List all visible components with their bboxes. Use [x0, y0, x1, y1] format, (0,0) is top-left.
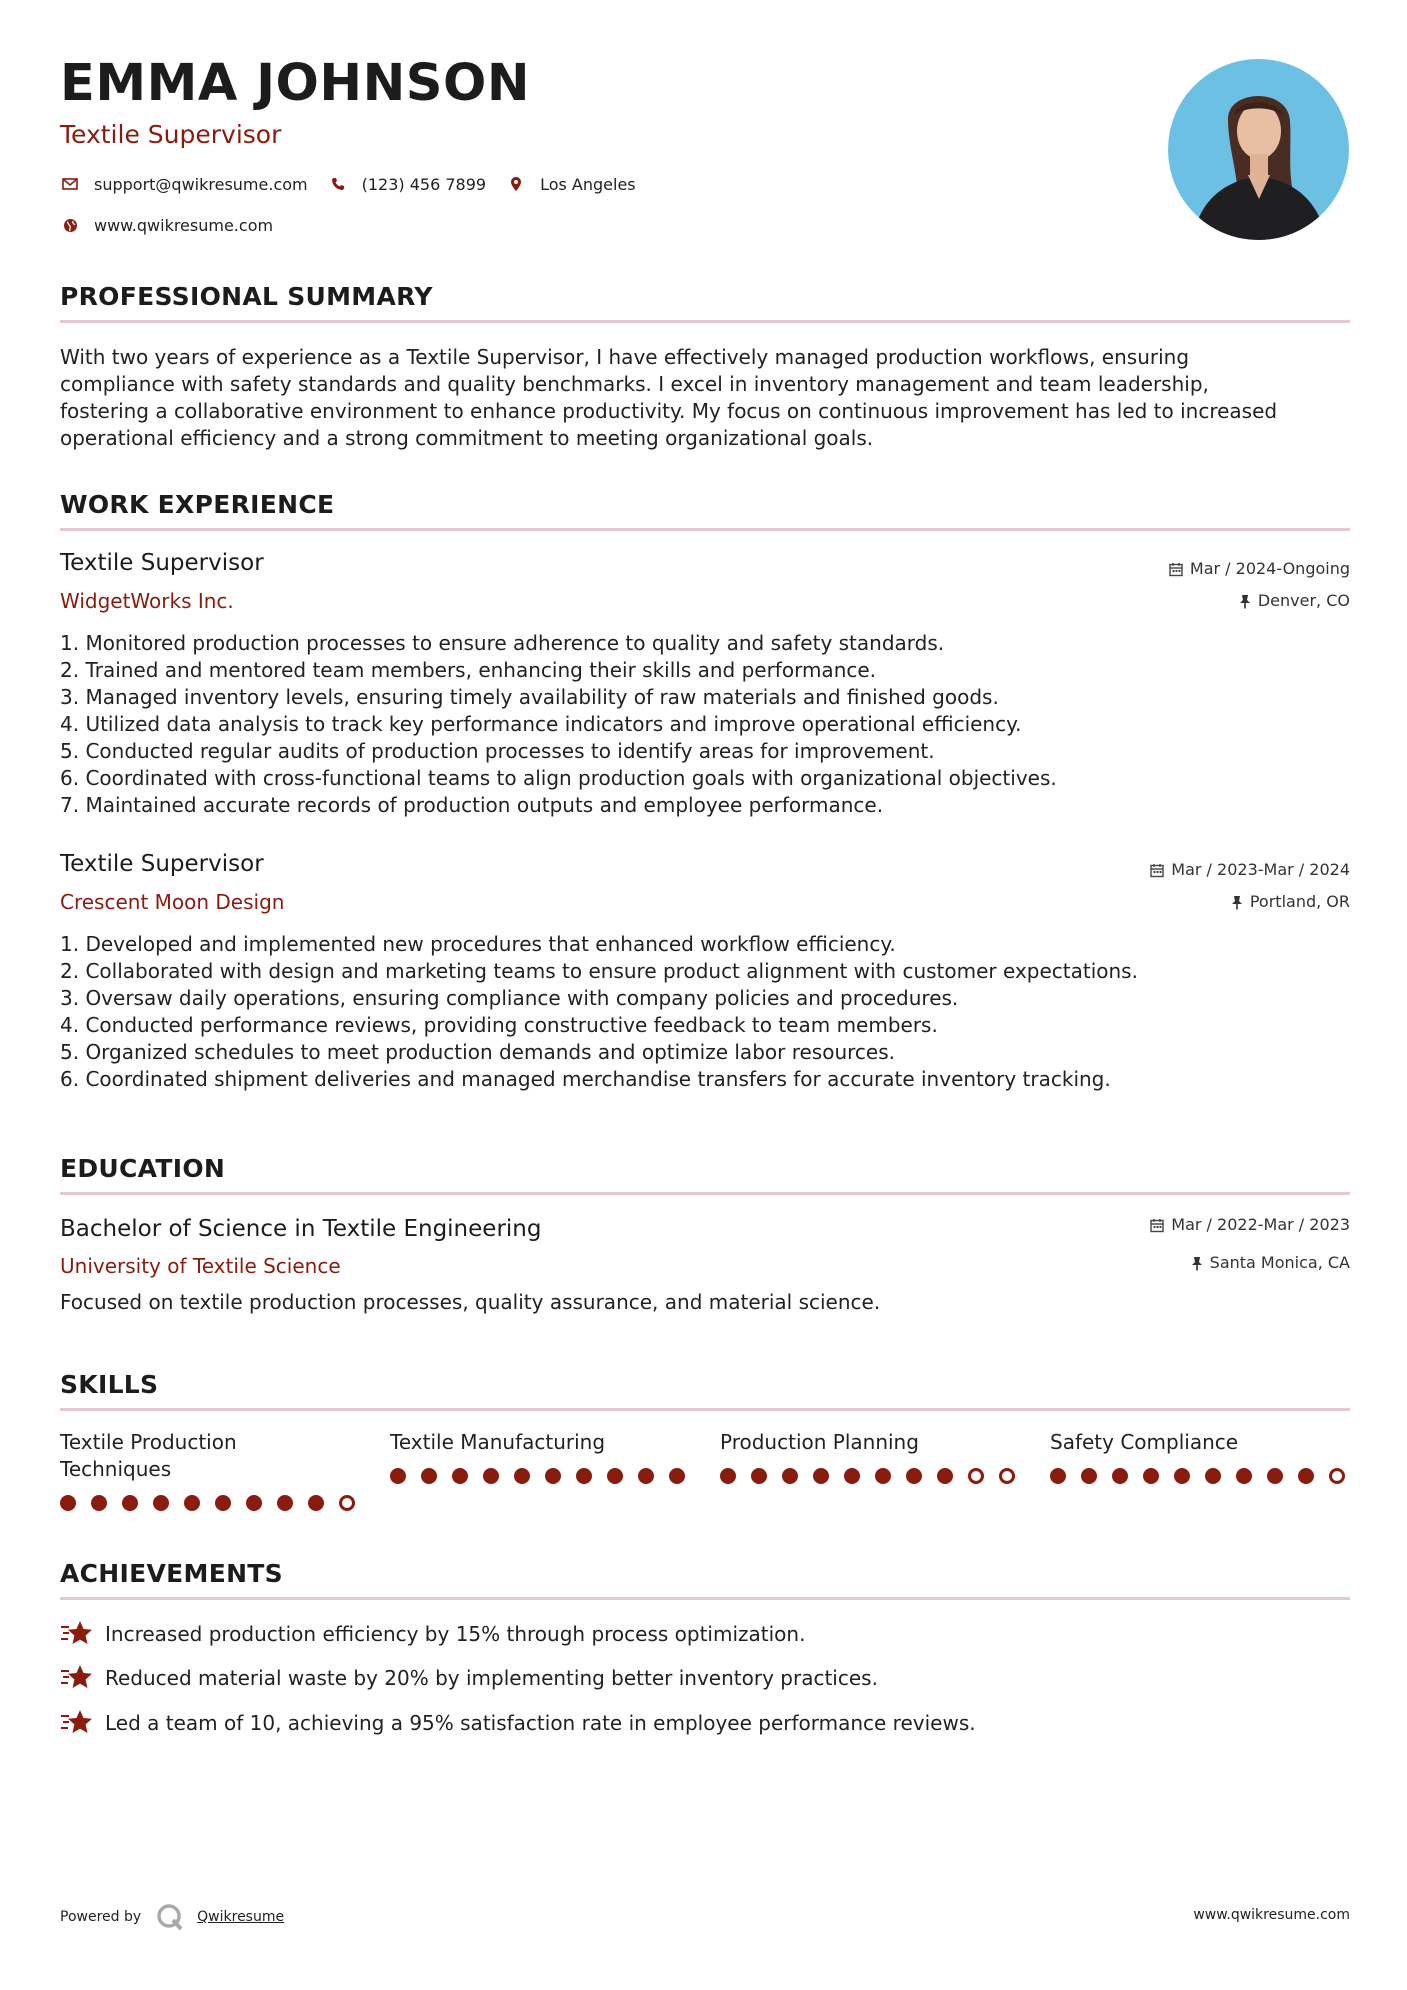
- experience-heading: WORK EXPERIENCE: [60, 490, 335, 519]
- summary-text: [60, 344, 1350, 452]
- summary-line: With two years of experience as a Textile Supervisor, I have effectively managed production workflows, ensuring: [60, 345, 1190, 369]
- skill-name-line: Textile Production: [60, 1430, 237, 1454]
- rating-dot-filled: [122, 1495, 138, 1511]
- skill-name-line: Production Planning: [720, 1430, 919, 1454]
- education-location-text: Santa Monica, CA: [1209, 1253, 1350, 1272]
- rating-dot-filled: [153, 1495, 169, 1511]
- job-location-text: Portland, OR: [1249, 892, 1350, 911]
- skill-rating: [60, 1495, 370, 1511]
- job-dates-text: Mar / 2024-Ongoing: [1189, 559, 1350, 578]
- rating-dot-empty: [999, 1468, 1015, 1484]
- star-badge-icon: [60, 1708, 94, 1738]
- location-pin-icon: [506, 174, 526, 194]
- phone-icon: [328, 174, 348, 194]
- rating-dot-filled: [607, 1468, 623, 1484]
- job-location: [1231, 894, 1350, 910]
- rating-dot-filled: [720, 1468, 736, 1484]
- rating-dot-filled: [576, 1468, 592, 1484]
- qwikresume-link[interactable]: Qwikresume: [197, 1909, 285, 1925]
- candidate-title: Textile Supervisor: [60, 120, 282, 149]
- job-location: [1239, 593, 1350, 609]
- achievement-item: [60, 1663, 878, 1693]
- skill-rating: [720, 1468, 1030, 1484]
- pushpin-icon: [1191, 1256, 1203, 1271]
- skill-name-line: Safety Compliance: [1050, 1430, 1239, 1454]
- job-title: Textile Supervisor: [60, 550, 264, 576]
- list-item: 4. Utilized data analysis to track key performance indicators and improve operational efficiency.: [60, 712, 1022, 736]
- rating-dot-filled: [638, 1468, 654, 1484]
- list-item: 3. Managed inventory levels, ensuring timely availability of raw materials and finished goods.: [60, 685, 999, 709]
- rating-dot-filled: [1050, 1468, 1066, 1484]
- section-divider: [60, 1408, 1350, 1411]
- rating-dot-filled: [215, 1495, 231, 1511]
- rating-dot-filled: [421, 1468, 437, 1484]
- star-badge-icon: [60, 1619, 94, 1649]
- rating-dot-filled: [1081, 1468, 1097, 1484]
- powered-by-label: Powered by: [60, 1909, 142, 1925]
- rating-dot-filled: [184, 1495, 200, 1511]
- section-divider: [60, 528, 1350, 531]
- list-item: 5. Conducted regular audits of production processes to identify areas for improvement.: [60, 739, 935, 763]
- rating-dot-filled: [452, 1468, 468, 1484]
- contact-row-secondary: [60, 215, 293, 235]
- rating-dot-filled: [514, 1468, 530, 1484]
- rating-dot-filled: [751, 1468, 767, 1484]
- education-dates: [1150, 1217, 1350, 1233]
- contact-email[interactable]: support@qwikresume.com: [94, 174, 308, 194]
- calendar-icon: [1150, 863, 1164, 878]
- contact-website[interactable]: www.qwikresume.com: [94, 215, 274, 235]
- rating-dot-filled: [1174, 1468, 1190, 1484]
- rating-dot-filled: [246, 1495, 262, 1511]
- job-dates-text: Mar / 2023-Mar / 2024: [1171, 860, 1350, 879]
- rating-dot-filled: [1112, 1468, 1128, 1484]
- job-company: WidgetWorks Inc.: [60, 589, 234, 613]
- rating-dot-filled: [782, 1468, 798, 1484]
- pushpin-icon: [1239, 594, 1251, 609]
- skill-rating: [1050, 1468, 1360, 1484]
- job-location-text: Denver, CO: [1257, 591, 1350, 610]
- skill-item: [720, 1429, 1020, 1456]
- list-item: 5. Organized schedules to meet production demands and optimize labor resources.: [60, 1040, 895, 1064]
- calendar-icon: [1169, 562, 1183, 577]
- profile-photo: [1168, 59, 1349, 240]
- rating-dot-filled: [1205, 1468, 1221, 1484]
- education-heading: EDUCATION: [60, 1154, 226, 1183]
- resume-page: [60, 0, 1350, 1990]
- skill-name: [1050, 1429, 1350, 1456]
- achievement-text: Led a team of 10, achieving a 95% satisfaction rate in employee performance reviews.: [105, 1711, 976, 1735]
- job-dates: [1169, 561, 1350, 577]
- rating-dot-filled: [1236, 1468, 1252, 1484]
- skill-item: [390, 1429, 690, 1456]
- skill-item: [1050, 1429, 1350, 1456]
- rating-dot-filled: [844, 1468, 860, 1484]
- rating-dot-filled: [60, 1495, 76, 1511]
- rating-dot-empty: [339, 1495, 355, 1511]
- degree-title: Bachelor of Science in Textile Engineering: [60, 1216, 542, 1242]
- rating-dot-filled: [813, 1468, 829, 1484]
- summary-heading: PROFESSIONAL SUMMARY: [60, 282, 433, 311]
- rating-dot-filled: [1298, 1468, 1314, 1484]
- globe-icon: [60, 215, 80, 235]
- list-item: 2. Collaborated with design and marketing teams to ensure product alignment with customer expectations.: [60, 959, 1138, 983]
- footer-powered-by: [60, 1902, 284, 1932]
- contact-location: Los Angeles: [540, 174, 636, 194]
- rating-dot-filled: [390, 1468, 406, 1484]
- star-badge-icon: [60, 1663, 94, 1693]
- skills-heading: SKILLS: [60, 1370, 159, 1399]
- summary-line: operational efficiency and a strong commitment to meeting organizational goals.: [60, 426, 874, 450]
- list-item: 3. Oversaw daily operations, ensuring compliance with company policies and procedures.: [60, 986, 959, 1010]
- profile-photo-illustration: [1168, 59, 1349, 240]
- achievement-text: Reduced material waste by 20% by implementing better inventory practices.: [105, 1666, 878, 1690]
- job-responsibilities: [60, 630, 1350, 819]
- rating-dot-filled: [875, 1468, 891, 1484]
- achievement-item: [60, 1708, 976, 1738]
- skill-name: [720, 1429, 1020, 1456]
- candidate-name: EMMA JOHNSON: [60, 54, 531, 113]
- contact-phone: (123) 456 7899: [361, 174, 487, 194]
- job-company: Crescent Moon Design: [60, 890, 285, 914]
- rating-dot-filled: [277, 1495, 293, 1511]
- contact-row-primary: [60, 174, 656, 194]
- education-dates-text: Mar / 2022-Mar / 2023: [1171, 1215, 1350, 1234]
- footer-website[interactable]: www.qwikresume.com: [1193, 1907, 1350, 1923]
- pushpin-icon: [1231, 895, 1243, 910]
- list-item: 4. Conducted performance reviews, providing constructive feedback to team members.: [60, 1013, 938, 1037]
- list-item: 1. Developed and implemented new procedures that enhanced workflow efficiency.: [60, 932, 896, 956]
- rating-dot-empty: [1329, 1468, 1345, 1484]
- summary-line: compliance with safety standards and quality benchmarks. I excel in inventory management and team leadership,: [60, 372, 1209, 396]
- section-divider: [60, 1192, 1350, 1195]
- education-description: Focused on textile production processes, quality assurance, and material science.: [60, 1290, 881, 1314]
- rating-dot-filled: [1267, 1468, 1283, 1484]
- section-divider: [60, 320, 1350, 323]
- section-divider: [60, 1597, 1350, 1600]
- email-icon: [60, 174, 80, 194]
- list-item: 6. Coordinated with cross-functional teams to align production goals with organizational objectives.: [60, 766, 1057, 790]
- rating-dot-filled: [483, 1468, 499, 1484]
- skill-name-line: Textile Manufacturing: [390, 1430, 606, 1454]
- job-title: Textile Supervisor: [60, 851, 264, 877]
- list-item: 2. Trained and mentored team members, enhancing their skills and performance.: [60, 658, 877, 682]
- job-dates: [1150, 862, 1350, 878]
- school-name: University of Textile Science: [60, 1254, 341, 1278]
- rating-dot-filled: [91, 1495, 107, 1511]
- achievement-item: [60, 1619, 805, 1649]
- qwikresume-logo-icon: [155, 1902, 185, 1932]
- rating-dot-filled: [545, 1468, 561, 1484]
- education-location: [1191, 1255, 1350, 1271]
- skill-name-line: Techniques: [60, 1457, 172, 1481]
- calendar-icon: [1150, 1218, 1164, 1233]
- list-item: 1. Monitored production processes to ensure adherence to quality and safety standards.: [60, 631, 945, 655]
- skill-item: [60, 1429, 360, 1483]
- achievements-heading: ACHIEVEMENTS: [60, 1559, 283, 1588]
- skill-name: [60, 1429, 360, 1483]
- rating-dot-filled: [669, 1468, 685, 1484]
- skill-name: [390, 1429, 690, 1456]
- rating-dot-filled: [937, 1468, 953, 1484]
- summary-line: fostering a collaborative environment to enhance productivity. My focus on continuous improvement has led to increased: [60, 399, 1278, 423]
- rating-dot-filled: [906, 1468, 922, 1484]
- skill-rating: [390, 1468, 700, 1484]
- rating-dot-empty: [968, 1468, 984, 1484]
- list-item: 6. Coordinated shipment deliveries and managed merchandise transfers for accurate inventory tracking.: [60, 1067, 1111, 1091]
- rating-dot-filled: [1143, 1468, 1159, 1484]
- list-item: 7. Maintained accurate records of production outputs and employee performance.: [60, 793, 884, 817]
- achievement-text: Increased production efficiency by 15% through process optimization.: [105, 1622, 806, 1646]
- rating-dot-filled: [308, 1495, 324, 1511]
- job-responsibilities: [60, 931, 1350, 1093]
